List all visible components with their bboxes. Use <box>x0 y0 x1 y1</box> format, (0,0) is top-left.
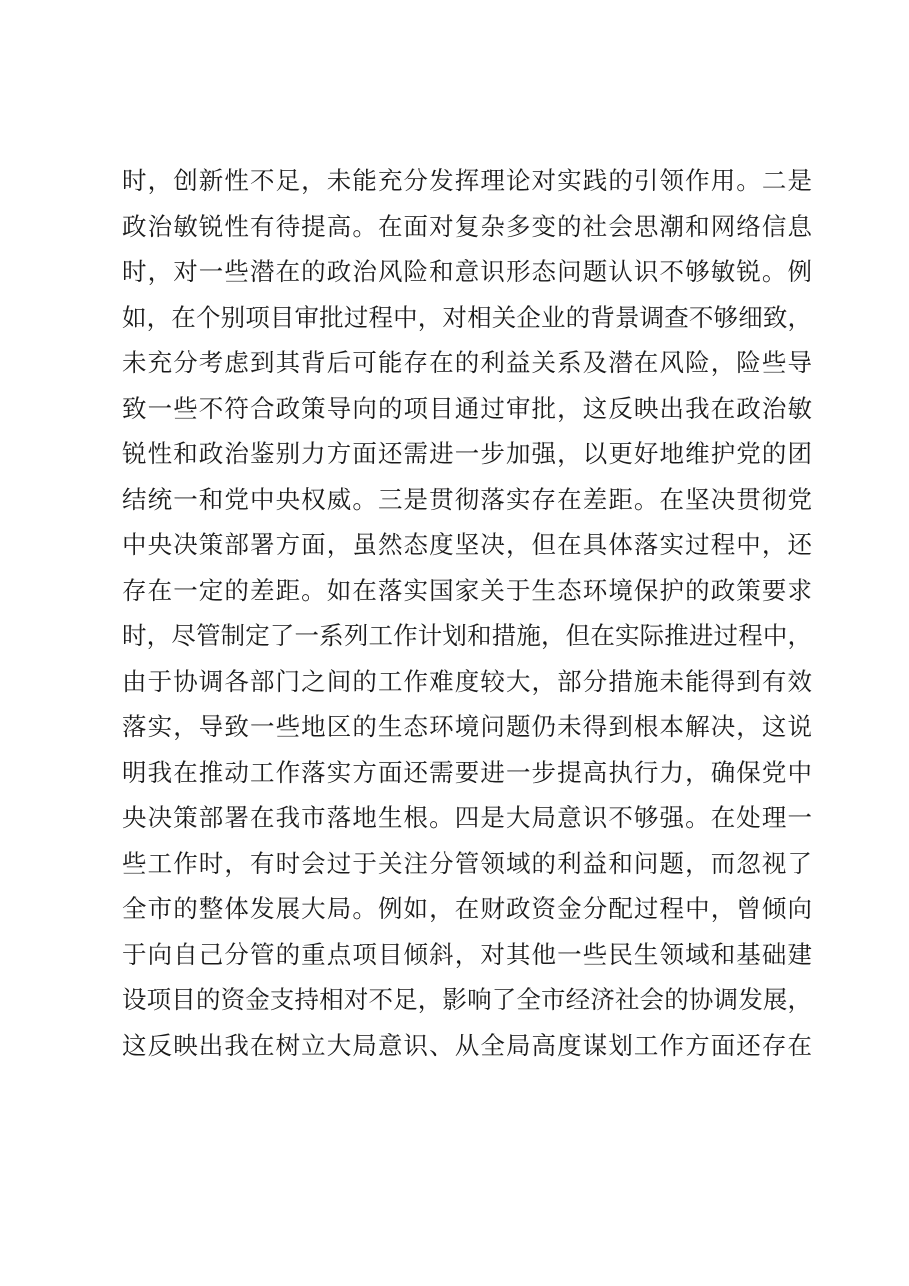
text-line: 锐性和政治鉴别力方面还需进一步加强，以更好地维护党的团 <box>122 439 812 468</box>
text-line: 政治敏锐性有待提高。在面对复杂多变的社会思潮和网络信息 <box>122 211 812 241</box>
text-line: 未充分考虑到其背后可能存在的利益关系及潜在风险，险些导 <box>122 348 812 377</box>
text-line: 存在一定的差距。如在落实国家关于生态环境保护的政策要求 <box>122 575 812 605</box>
text-line: 些工作时，有时会过于关注分管领域的利益和问题，而忽视了 <box>122 848 812 878</box>
text-line: 结统一和党中央权威。三是贯彻落实存在差距。在坚决贯彻党 <box>122 484 812 514</box>
text-line: 致一些不符合政策导向的项目通过审批，这反映出我在政治敏 <box>122 393 812 423</box>
text-line: 全市的整体发展大局。例如，在财政资金分配过程中，曾倾向 <box>122 894 812 923</box>
text-line: 落实，导致一些地区的生态环境问题仍未得到根本解决，这说 <box>122 712 812 741</box>
text-line: 时，创新性不足，未能充分发挥理论对实践的引领作用。二是 <box>122 166 812 195</box>
text-line: 如，在个别项目审批过程中，对相关企业的背景调查不够细致， <box>122 302 812 332</box>
text-line: 央决策部署在我市落地生根。四是大局意识不够强。在处理一 <box>122 803 812 832</box>
text-line: 由于协调各部门之间的工作难度较大，部分措施未能得到有效 <box>122 666 812 696</box>
text-line: 时，对一些潜在的政治风险和意识形态问题认识不够敏锐。例 <box>122 257 812 286</box>
text-line: 于向自己分管的重点项目倾斜，对其他一些民生领域和基础建 <box>122 939 812 969</box>
text-line: 中央决策部署方面，虽然态度坚决，但在具体落实过程中，还 <box>122 530 812 559</box>
text-line: 设项目的资金支持相对不足，影响了全市经济社会的协调发展， <box>122 985 812 1014</box>
text-line: 时，尽管制定了一系列工作计划和措施，但在实际推进过程中， <box>122 621 812 650</box>
text-line: 明我在推动工作落实方面还需要进一步提高执行力，确保党中 <box>122 757 812 787</box>
text-line: 这反映出我在树立大局意识、从全局高度谋划工作方面还存在 <box>122 1030 812 1060</box>
body-paragraph <box>122 158 812 1068</box>
